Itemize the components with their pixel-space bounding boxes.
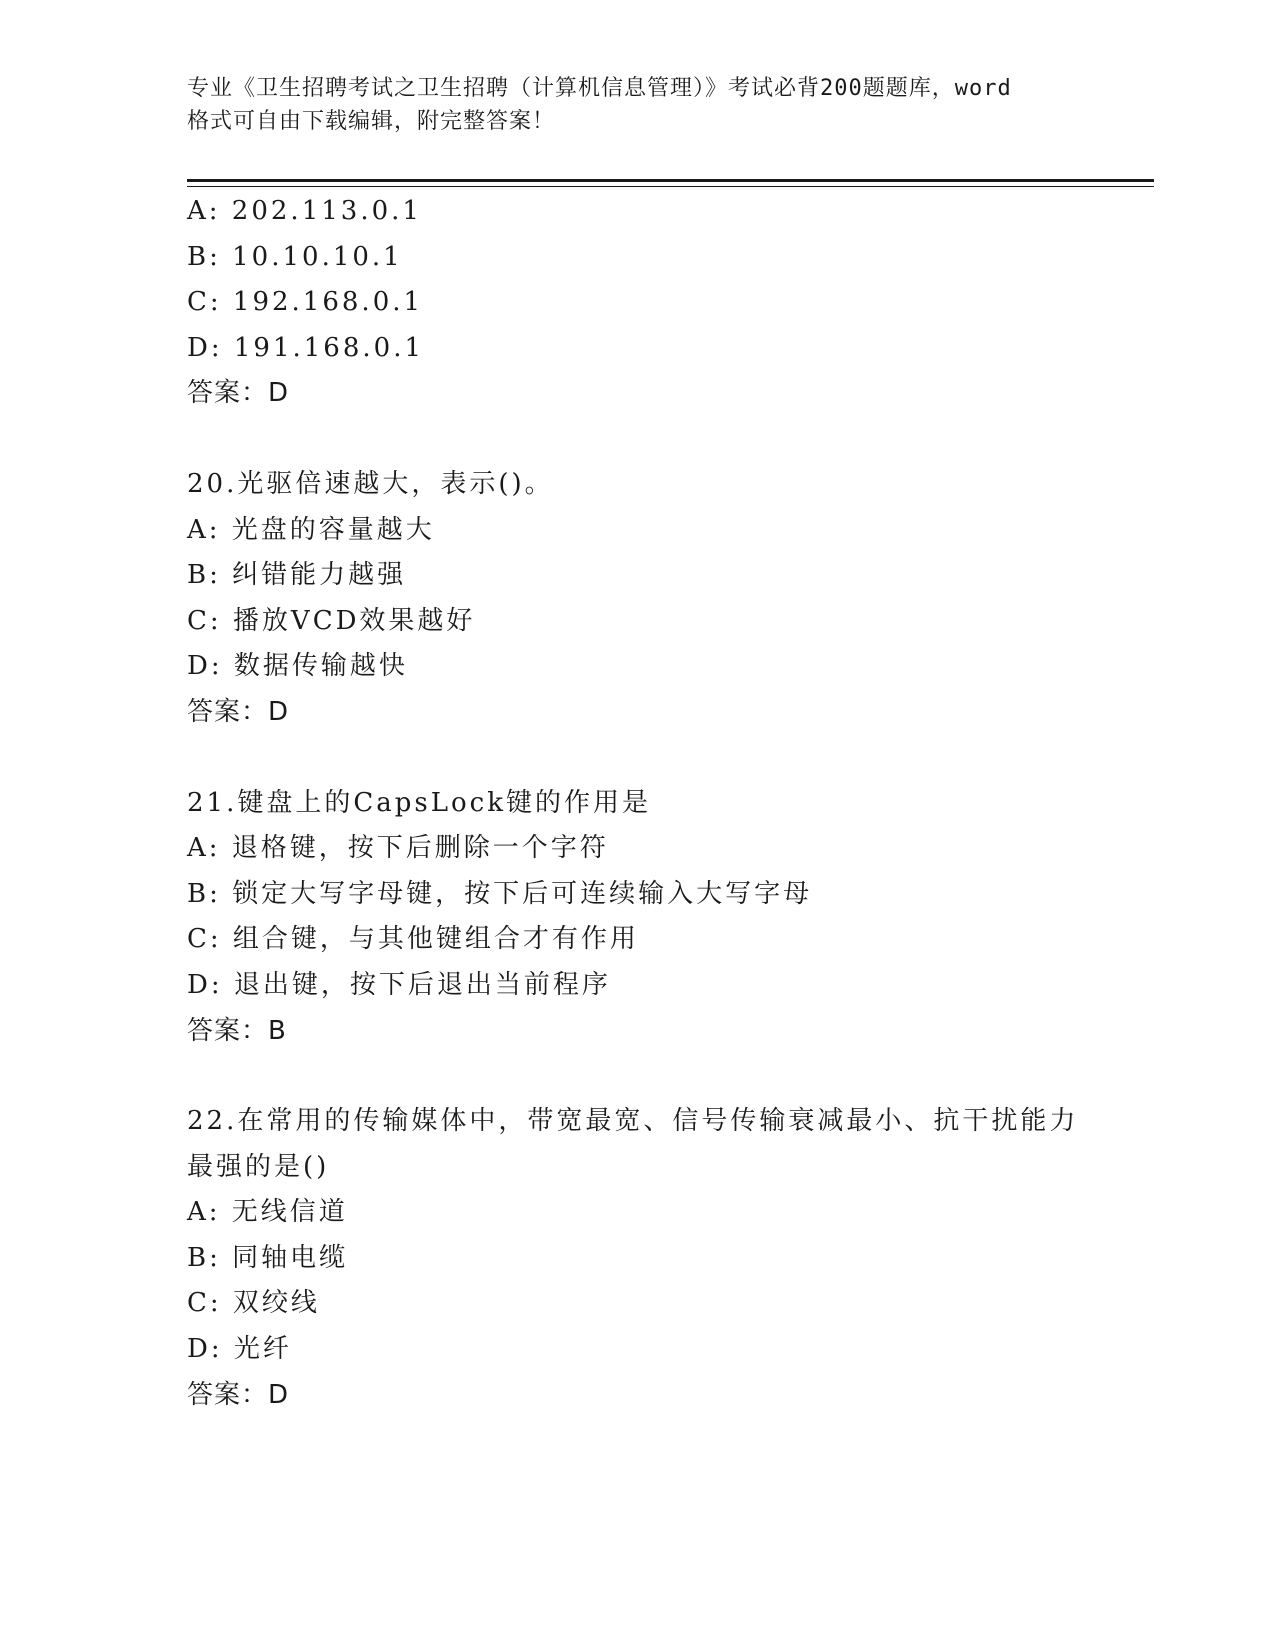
option-a: A: 无线信道 <box>187 1197 348 1228</box>
answer: 答案：D <box>187 1379 290 1410</box>
option-c: C: 双绞线 <box>187 1288 320 1319</box>
answer: 答案：D <box>187 696 290 727</box>
document-header <box>187 72 1087 138</box>
question-stem-line-2: 最强的是() <box>187 1151 330 1182</box>
option-b: B: 10.10.10.1 <box>187 241 403 272</box>
option-d: D: 191.168.0.1 <box>187 332 424 363</box>
header-divider-thin <box>187 186 1154 187</box>
question-21 <box>187 781 1137 1055</box>
header-line-2: 格式可自由下载编辑，附完整答案！ <box>187 109 556 134</box>
answer: 答案：B <box>187 1015 287 1046</box>
option-c: C: 组合键，与其他键组合才有作用 <box>187 924 639 955</box>
option-d: D: 数据传输越快 <box>187 651 408 682</box>
option-a: A: 202.113.0.1 <box>187 196 422 226</box>
option-d: D: 退出键，按下后退出当前程序 <box>187 969 611 1000</box>
option-b: B: 同轴电缆 <box>187 1242 349 1273</box>
option-b: B: 纠错能力越强 <box>187 560 407 591</box>
question-20 <box>187 462 1137 736</box>
option-a: A: 光盘的容量越大 <box>187 514 435 545</box>
option-b: B: 锁定大写字母键，按下后可连续输入大写字母 <box>187 878 813 909</box>
header-divider <box>187 179 1154 182</box>
header-line-1: 专业《卫生招聘考试之卫生招聘（计算机信息管理）》考试必背200题题库，word <box>187 76 1012 101</box>
answer: 答案：D <box>187 378 290 409</box>
question-stem: 21.键盘上的CapsLock键的作用是 <box>187 787 651 818</box>
option-c: C: 192.168.0.1 <box>187 287 424 318</box>
option-c: C: 播放VCD效果越好 <box>187 605 476 636</box>
question-stem-line-1: 22.在常用的传输媒体中，带宽最宽、信号传输衰减最小、抗干扰能力 <box>187 1106 1079 1137</box>
option-a: A: 退格键，按下后删除一个字符 <box>187 833 609 864</box>
question-list <box>187 189 1137 1418</box>
question-stem: 20.光驱倍速越大，表示()。 <box>187 468 554 499</box>
question-19 <box>187 189 1137 417</box>
option-d: D: 光纤 <box>187 1334 292 1365</box>
question-22 <box>187 1099 1137 1418</box>
